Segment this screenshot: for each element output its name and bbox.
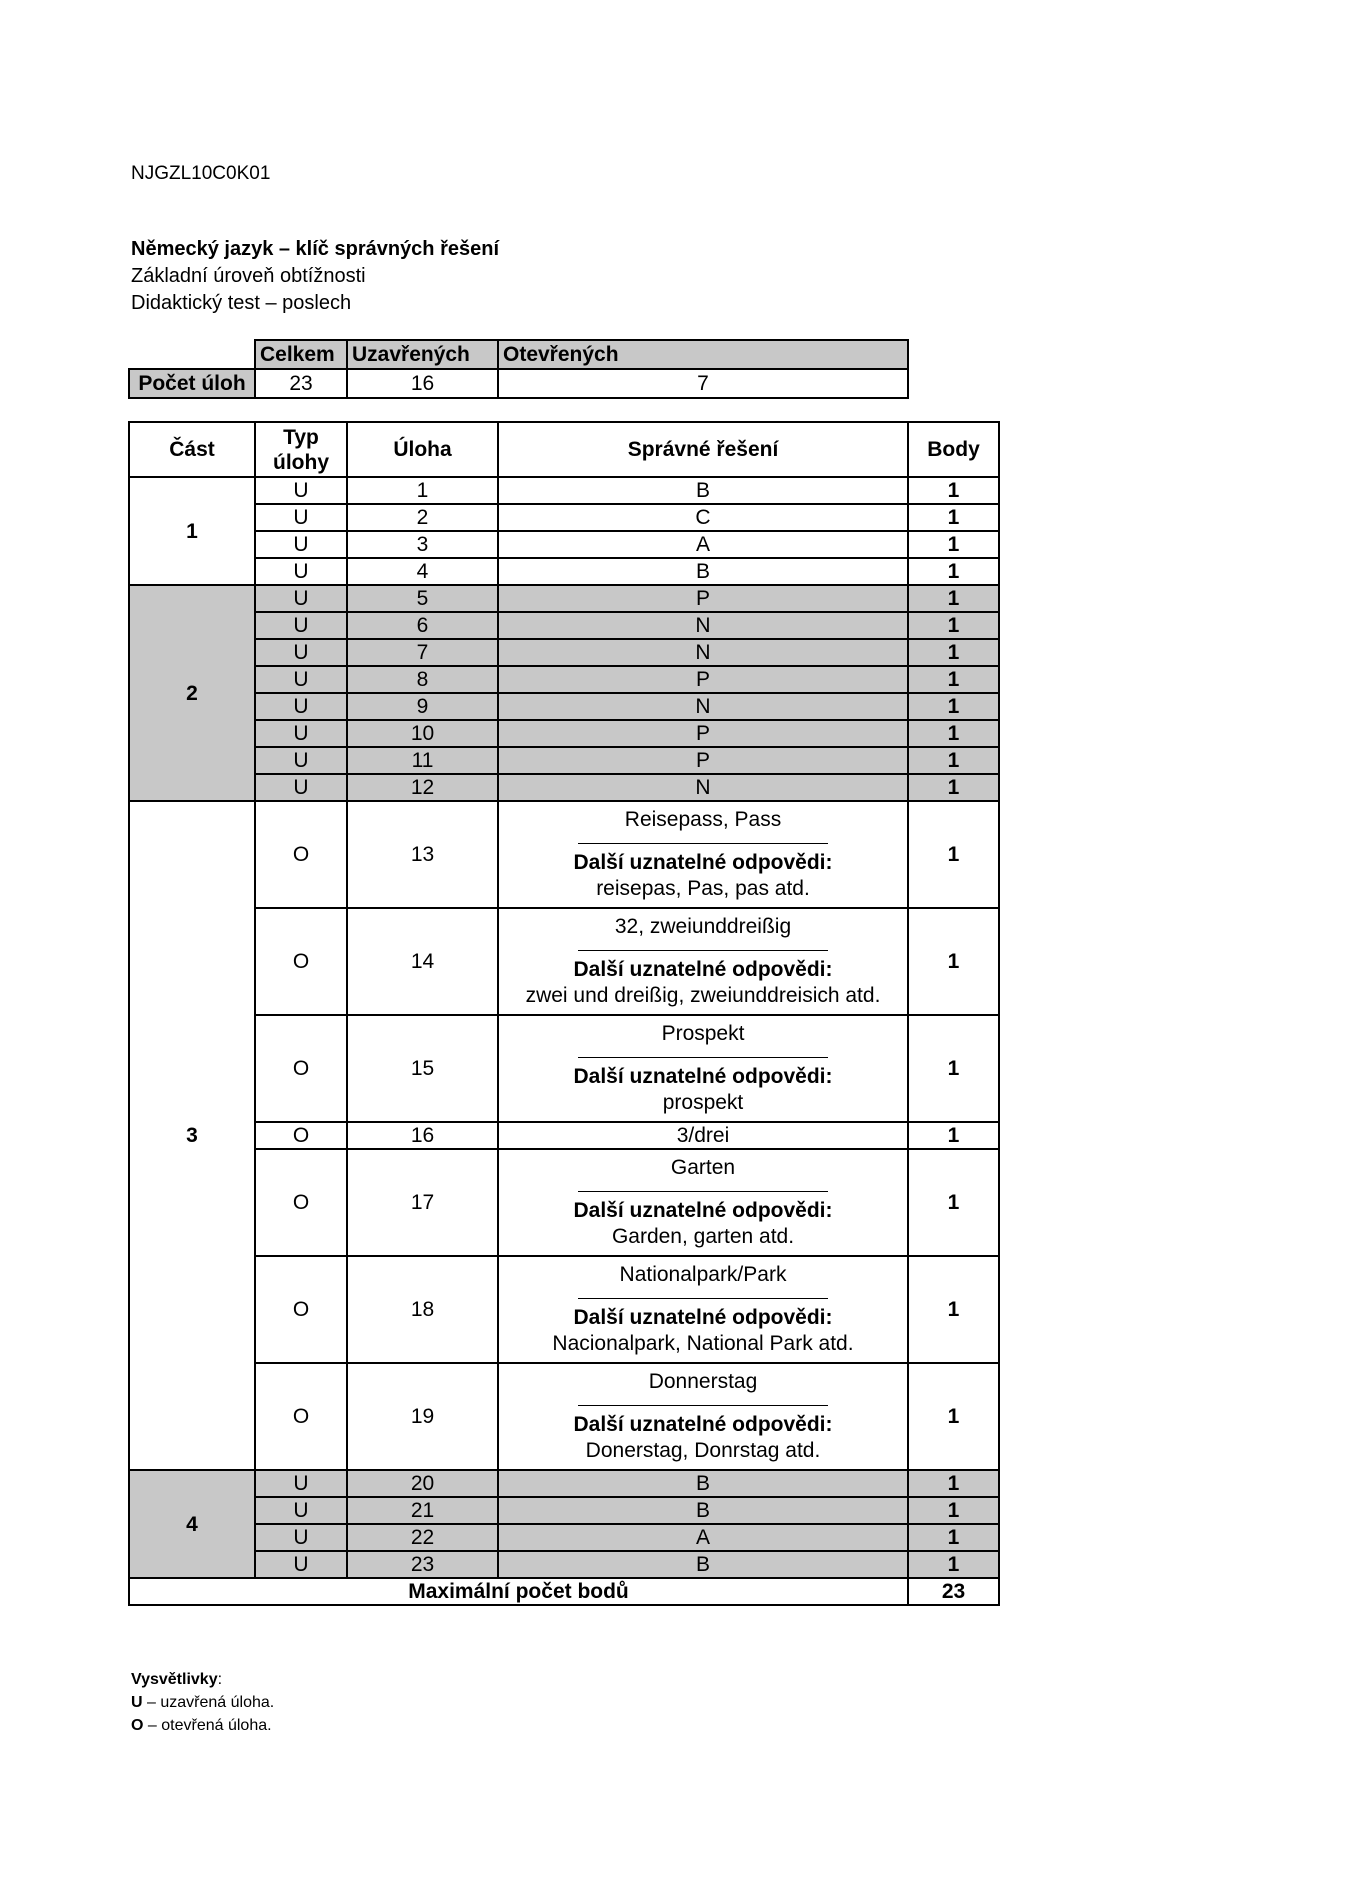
table-row [129, 1015, 999, 1122]
header-part: Část [129, 422, 255, 477]
alternative-answers: zwei und dreißig, zweiunddreisich atd. [525, 984, 881, 1007]
points-cell: 1 [908, 1256, 999, 1363]
solution-cell: P [498, 585, 908, 612]
header-points: Body [908, 422, 999, 477]
legend-text: – otevřená úloha. [147, 1717, 272, 1734]
task-count-table [128, 339, 909, 399]
solution-cell [498, 908, 908, 1015]
points-cell: 1 [908, 504, 999, 531]
alternative-answers: Nacionalpark, National Park atd. [552, 1332, 854, 1355]
legend-item [131, 1714, 274, 1737]
task-count-value-row [129, 369, 908, 398]
task-number-cell: 22 [347, 1524, 498, 1551]
solution-main: Reisepass, Pass [624, 808, 782, 831]
legend-key: U [131, 1694, 143, 1711]
solution-cell [498, 801, 908, 908]
alternative-answers: Donerstag, Donrstag atd. [585, 1439, 821, 1462]
task-type-cell: U [255, 1551, 347, 1578]
table-row [129, 1470, 999, 1497]
table-row [129, 774, 999, 801]
points-cell: 1 [908, 639, 999, 666]
solution-divider [578, 950, 828, 951]
table-row [129, 477, 999, 504]
solution-cell: N [498, 639, 908, 666]
solution-cell: A [498, 531, 908, 558]
solution-divider [578, 843, 828, 844]
closed-count: 16 [347, 369, 498, 398]
table-row [129, 1256, 999, 1363]
points-cell: 1 [908, 801, 999, 908]
points-cell: 1 [908, 666, 999, 693]
solution-divider [578, 1405, 828, 1406]
points-cell: 1 [908, 558, 999, 585]
task-type-cell: O [255, 1363, 347, 1470]
document-title: Německý jazyk – klíč správných řešení [131, 238, 500, 260]
solution-main: Garten [670, 1156, 736, 1179]
task-type-cell: O [255, 801, 347, 908]
points-cell: 1 [908, 1149, 999, 1256]
solution-divider [578, 1057, 828, 1058]
solution-cell: N [498, 693, 908, 720]
table-row [129, 1524, 999, 1551]
alternative-answers-label: Další uznatelné odpovědi: [573, 1065, 833, 1088]
table-row [129, 1363, 999, 1470]
table-row [129, 558, 999, 585]
task-type-cell: U [255, 1524, 347, 1551]
points-cell: 1 [908, 1524, 999, 1551]
task-type-cell: O [255, 1015, 347, 1122]
solution-cell: B [498, 558, 908, 585]
part-cell: 2 [129, 585, 255, 801]
table-row [129, 639, 999, 666]
task-number-cell: 23 [347, 1551, 498, 1578]
task-type-cell: U [255, 585, 347, 612]
task-type-cell: O [255, 1256, 347, 1363]
solution-cell: N [498, 612, 908, 639]
total-row [129, 1578, 999, 1605]
solution-cell: C [498, 504, 908, 531]
part-cell: 1 [129, 477, 255, 585]
points-cell: 1 [908, 1122, 999, 1149]
table-row [129, 666, 999, 693]
part-cell: 4 [129, 1470, 255, 1578]
task-number-cell: 16 [347, 1122, 498, 1149]
open-count: 7 [498, 369, 908, 398]
task-number-cell: 19 [347, 1363, 498, 1470]
solution-cell: B [498, 1470, 908, 1497]
task-number-cell: 8 [347, 666, 498, 693]
task-count-header-row [129, 340, 908, 369]
task-number-cell: 21 [347, 1497, 498, 1524]
table-row [129, 1497, 999, 1524]
solution-cell: 3/drei [498, 1122, 908, 1149]
alternative-answers: reisepas, Pas, pas atd. [596, 877, 810, 900]
solution-main: Prospekt [661, 1022, 745, 1045]
table-row [129, 747, 999, 774]
solution-cell: A [498, 1524, 908, 1551]
answer-key-table [128, 421, 1000, 1606]
task-type-cell: U [255, 639, 347, 666]
table-header-row [129, 422, 999, 477]
task-number-cell: 18 [347, 1256, 498, 1363]
points-cell: 1 [908, 531, 999, 558]
task-type-cell: U [255, 612, 347, 639]
table-row [129, 531, 999, 558]
points-cell: 1 [908, 477, 999, 504]
alternative-answers: prospekt [662, 1091, 744, 1114]
task-number-cell: 13 [347, 801, 498, 908]
solution-cell [498, 1015, 908, 1122]
alternative-answers-label: Další uznatelné odpovědi: [573, 1306, 833, 1329]
solution-divider [578, 1298, 828, 1299]
header-total: Celkem [255, 340, 347, 369]
points-cell: 1 [908, 747, 999, 774]
table-row [129, 908, 999, 1015]
points-cell: 1 [908, 1470, 999, 1497]
table-row [129, 693, 999, 720]
alternative-answers-label: Další uznatelné odpovědi: [573, 1199, 833, 1222]
task-number-cell: 12 [347, 774, 498, 801]
points-cell: 1 [908, 693, 999, 720]
points-cell: 1 [908, 720, 999, 747]
task-number-cell: 20 [347, 1470, 498, 1497]
alternative-answers-label: Další uznatelné odpovědi: [573, 958, 833, 981]
table-row [129, 585, 999, 612]
solution-divider [578, 1191, 828, 1192]
header-task-type: Typ úlohy [255, 422, 347, 477]
points-cell: 1 [908, 612, 999, 639]
points-cell: 1 [908, 1015, 999, 1122]
legend-item [131, 1691, 274, 1714]
task-type-cell: U [255, 1497, 347, 1524]
points-cell: 1 [908, 774, 999, 801]
task-type-cell: U [255, 531, 347, 558]
legend-key: O [131, 1717, 144, 1734]
part-cell: 3 [129, 801, 255, 1470]
task-type-cell: U [255, 666, 347, 693]
task-number-cell: 10 [347, 720, 498, 747]
task-type-cell: O [255, 1149, 347, 1256]
difficulty-level: Základní úroveň obtížnosti [131, 265, 366, 287]
task-number-cell: 9 [347, 693, 498, 720]
header-solution: Správné řešení [498, 422, 908, 477]
task-number-cell: 6 [347, 612, 498, 639]
task-number-cell: 17 [347, 1149, 498, 1256]
points-cell: 1 [908, 1551, 999, 1578]
task-type-cell: U [255, 477, 347, 504]
header-closed: Uzavřených [347, 340, 498, 369]
task-number-cell: 1 [347, 477, 498, 504]
table-row [129, 504, 999, 531]
test-type: Didaktický test – poslech [131, 292, 352, 314]
task-number-cell: 7 [347, 639, 498, 666]
task-type-cell: U [255, 720, 347, 747]
task-type-cell: U [255, 558, 347, 585]
table-row [129, 801, 999, 908]
solution-main: Nationalpark/Park [619, 1263, 787, 1286]
task-number-cell: 11 [347, 747, 498, 774]
header-open: Otevřených [498, 340, 908, 369]
task-type-cell: O [255, 1122, 347, 1149]
solution-cell: N [498, 774, 908, 801]
solution-cell: P [498, 720, 908, 747]
solution-cell [498, 1363, 908, 1470]
task-type-cell: U [255, 504, 347, 531]
task-type-cell: U [255, 774, 347, 801]
task-type-cell: U [255, 693, 347, 720]
solution-cell [498, 1149, 908, 1256]
points-cell: 1 [908, 585, 999, 612]
task-number-cell: 2 [347, 504, 498, 531]
points-cell: 1 [908, 1363, 999, 1470]
table-row [129, 1551, 999, 1578]
points-cell: 1 [908, 908, 999, 1015]
solution-cell: B [498, 1497, 908, 1524]
solution-main: 32, zweiunddreißig [614, 915, 792, 938]
solution-cell: P [498, 666, 908, 693]
alternative-answers-label: Další uznatelné odpovědi: [573, 851, 833, 874]
blank-cell [129, 340, 255, 369]
solution-cell: P [498, 747, 908, 774]
task-number-cell: 14 [347, 908, 498, 1015]
alternative-answers-label: Další uznatelné odpovědi: [573, 1413, 833, 1436]
task-number-cell: 4 [347, 558, 498, 585]
total-count: 23 [255, 369, 347, 398]
total-value: 23 [908, 1578, 999, 1605]
table-row [129, 720, 999, 747]
task-type-cell: U [255, 747, 347, 774]
task-type-cell: O [255, 908, 347, 1015]
legend-text: – uzavřená úloha. [147, 1694, 275, 1711]
task-count-label: Počet úloh [129, 369, 255, 398]
task-number-cell: 5 [347, 585, 498, 612]
solution-main: Donnerstag [648, 1370, 758, 1393]
header-task: Úloha [347, 422, 498, 477]
task-number-cell: 3 [347, 531, 498, 558]
points-cell: 1 [908, 1497, 999, 1524]
total-label: Maximální počet bodů [129, 1578, 908, 1605]
table-row [129, 1122, 999, 1149]
table-row [129, 612, 999, 639]
task-type-cell: U [255, 1470, 347, 1497]
alternative-answers: Garden, garten atd. [611, 1225, 795, 1248]
legend: Vysvětlivky: U – uzavřená úloha. O – otevřená úloha. [131, 1668, 274, 1737]
solution-cell: B [498, 1551, 908, 1578]
solution-cell: B [498, 477, 908, 504]
task-number-cell: 15 [347, 1015, 498, 1122]
solution-cell [498, 1256, 908, 1363]
document-code: NJGZL10C0K01 [131, 163, 271, 184]
table-row [129, 1149, 999, 1256]
legend-title: Vysvětlivky [131, 1671, 218, 1688]
